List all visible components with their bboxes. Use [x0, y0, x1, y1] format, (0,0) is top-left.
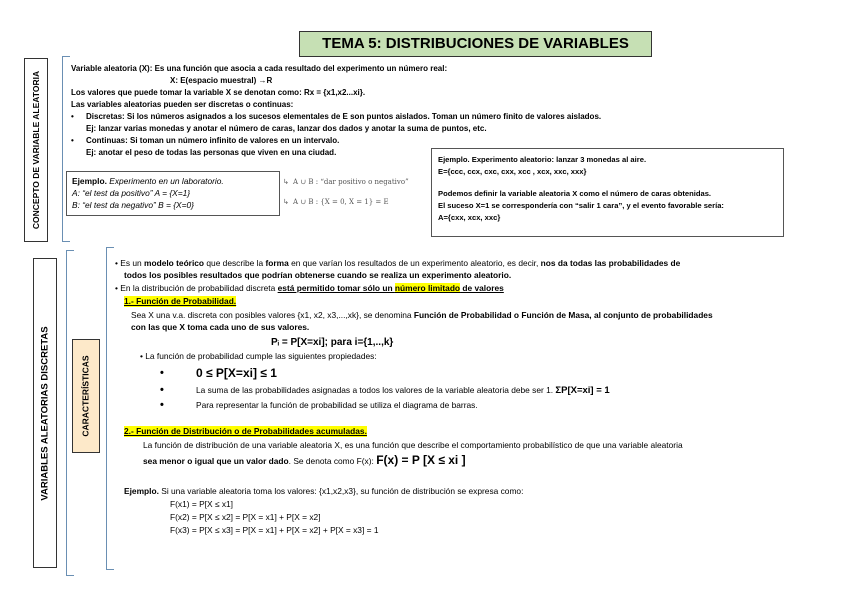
example-box-monedas: Ejemplo. Experimento aleatorio: lanzar 3 monedas al aire. E={ccc, ccx, cxc, cxx, xcc , xcx, xxc, xxx} Podemos definir la variable aleatoria X como el número de caras obtenidas. El suceso X=1 se correspondería con “salir 1 cara”, y el evento favorable sería: A={cxx, xcx, xxc} — [431, 148, 784, 237]
funcion-probabilidad-def-2: con las que X toma cada uno de sus valores. — [131, 322, 310, 332]
formula-fx2: F(x2) = P[X ≤ x2] = P[X = x1] + P[X = x2] — [170, 512, 321, 522]
event-b: B: “el test da negativo” B = {X=0} — [72, 200, 194, 210]
intro-line-2: todos los posibles resultados que podrían obtenerse cuando se realiza un experimento aleatorio. — [124, 270, 512, 280]
types-line: Las variables aleatorias pueden ser discretas o continuas: — [71, 100, 294, 109]
arrow-icon: ↳ — [283, 179, 289, 186]
arrow-icon: ↳ — [283, 199, 289, 206]
formula-fx3: F(x3) = P[X ≤ x3] = P[X = x1] + P[X = x2] + P[X = x3] = 1 — [170, 525, 379, 535]
property-sum: La suma de las probabilidades asignadas a todos los valores de la variable aleatoria debe ser 1. ΣP[X=xi] = 1 — [196, 385, 610, 396]
heading-funcion-distribucion: 2.- Función de Distribución o de Probabilidades acumuladas. — [124, 426, 367, 436]
tab-caracteristicas: CARACTERÍSTICAS — [72, 339, 100, 453]
example-distribucion: Ejemplo. Si una variable aleatoria toma los valores: {x1,x2,x3}, su función de distribución se expresa como: — [124, 486, 524, 496]
discretas-example: Ej: lanzar varias monedas y anotar el número de caras, lanzar dos dados y anotar la suma de puntos, etc. — [86, 124, 487, 133]
continuas-line: Continuas: Si toman un número infinito de valores en un intervalo. — [86, 136, 340, 145]
side-label-discretas: VARIABLES ALEATORIAS DISCRETAS — [33, 258, 57, 568]
union-espacio: A ∪ B : {X = 0, X = 1} = E — [293, 198, 389, 206]
page-title: TEMA 5: DISTRIBUCIONES DE VARIABLES — [299, 31, 652, 57]
mapping-line: X: E(espacio muestral) →R — [170, 76, 273, 85]
intro-line-3: • En la distribución de probabilidad discreta está permitido tomar sólo un número limitado de valores — [115, 283, 504, 293]
example-box-laboratorio: Ejemplo. Experimento en un laboratorio. A: “el test da positivo” A = {X=1} B: “el test da negativo” B = {X=0} — [66, 171, 280, 216]
intro-line-1: • Es un modelo teórico que describe la forma en que varían los resultados de un experimento aleatorio, es decir, nos da todas las probabilidades de — [115, 258, 681, 268]
brace-section1 — [62, 56, 63, 241]
bullet-dot: • — [160, 367, 164, 379]
properties-intro: • La función de probabilidad cumple las siguientes propiedades: — [140, 351, 377, 361]
values-line: Los valores que puede tomar la variable X se denotan como: Rx = {x1,x2...xi}. — [71, 88, 366, 97]
bullet-dot: • — [71, 136, 74, 145]
formula-fx1: F(x1) = P[X ≤ x1] — [170, 499, 234, 509]
union-positivo-negativo: A ∪ B : “dar positivo o negativo” — [293, 178, 409, 186]
event-a: A: “el test da positivo” A = {X=1} — [72, 188, 191, 198]
continuas-example: Ej: anotar el peso de todas las personas que viven en una ciudad. — [86, 148, 337, 157]
funcion-probabilidad-def: Sea X una v.a. discreta con posibles valores {x1, x2, x3,...,xk}, se denomina Función de Probabilidad o Función de Masa, al conjunto de probabilidades — [131, 310, 713, 320]
bullet-dot: • — [71, 112, 74, 121]
heading-funcion-probabilidad: 1.- Función de Probabilidad. — [124, 296, 237, 306]
example-heading: Ejemplo. — [72, 176, 107, 186]
discretas-line: Discretas: Si los números asignados a los sucesos elementales de E son puntos aislados. Toman un número finito de valores aislados. — [86, 112, 602, 121]
brace-caracteristicas — [106, 247, 107, 569]
formula-pi: Pᵢ = P[X=xi]; para i={1,..,k} — [271, 337, 394, 348]
bullet-dot: • — [160, 384, 164, 396]
definition-line: Variable aleatoria (X): Es una función que asocia a cada resultado del experimento un número real: — [71, 64, 448, 73]
funcion-distribucion-def: La función de distribución de una variable aleatoria X, es una función que describe el comportamiento probabilístico de que una variable aleatoria — [143, 440, 683, 450]
bullet-dot: • — [160, 399, 164, 411]
side-label-concepto: CONCEPTO DE VARIABLE ALEATORIA — [24, 58, 48, 242]
property-diagram: Para representar la función de probabilidad se utiliza el diagrama de barras. — [196, 400, 478, 410]
property-range: 0 ≤ P[X=xi] ≤ 1 — [196, 366, 277, 380]
funcion-distribucion-def-2: sea menor o igual que un valor dado. Se denota como F(x): F(x) = P [X ≤ xi ] — [143, 453, 466, 467]
brace-section2 — [66, 250, 67, 575]
